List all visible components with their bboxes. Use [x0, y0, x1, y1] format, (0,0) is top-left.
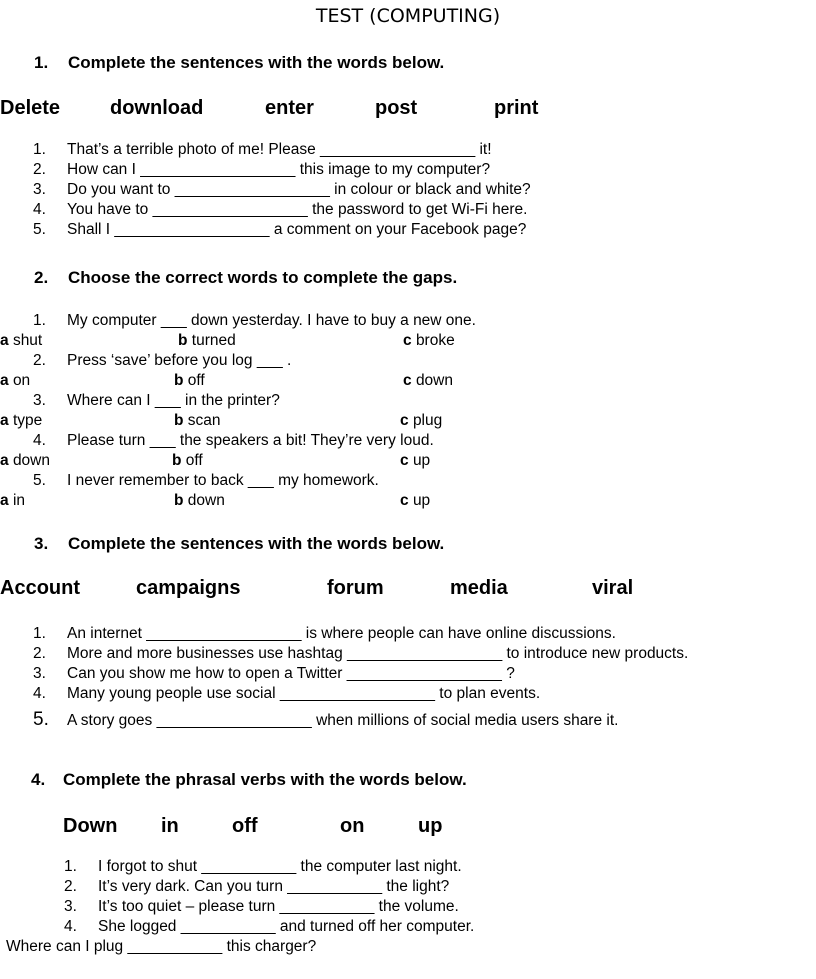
word-bank-word: campaigns [136, 577, 241, 599]
item-number: 4. [33, 201, 46, 218]
section-number: 1. [34, 53, 49, 72]
word-bank-word: on [340, 815, 365, 837]
item-text: You have to __________________ the password to get Wi-Fi here. [67, 201, 528, 218]
section-title: Complete the phrasal verbs with the words below. [63, 770, 467, 789]
item-number: 1. [33, 141, 46, 158]
item-text: How can I __________________ this image to my computer? [67, 161, 491, 178]
option-c: c broke [403, 332, 455, 349]
option-c: c plug [400, 412, 443, 429]
item-number: 4. [64, 918, 77, 935]
item-text: More and more businesses use hashtag __________________ to introduce new products. [67, 645, 689, 662]
item-text: Can you show me how to open a Twitter __________________ ? [67, 665, 515, 682]
item-text: I forgot to shut ___________ the computer last night. [98, 858, 462, 875]
item-text: It’s very dark. Can you turn ___________ the light? [98, 878, 450, 895]
word-bank-word: in [161, 815, 179, 837]
section-title: Choose the correct words to complete the gaps. [68, 268, 458, 287]
item-text: Shall I __________________ a comment on your Facebook page? [67, 221, 527, 238]
item-text: She logged ___________ and turned off her computer. [98, 918, 475, 935]
word-bank-word: enter [265, 97, 314, 119]
item-number: 3. [33, 665, 46, 682]
word-bank-word: post [375, 97, 418, 119]
item-number: 4. [33, 432, 46, 449]
item-number: 1. [64, 858, 77, 875]
item-text: My computer ___ down yesterday. I have to buy a new one. [67, 312, 476, 329]
item-number: 2. [33, 645, 46, 662]
section-number: 2. [34, 268, 49, 287]
option-c: c up [400, 452, 431, 469]
item-number: 3. [33, 392, 46, 409]
word-bank-word: forum [327, 577, 384, 599]
item-text: An internet __________________ is where people can have online discussions. [67, 625, 616, 642]
word-bank-word: viral [592, 577, 634, 599]
option-b: b off [174, 372, 205, 389]
word-bank-word: up [418, 815, 443, 837]
option-b: b scan [174, 412, 221, 429]
word-bank-word: Account [0, 577, 80, 599]
option-a: a type [0, 412, 43, 429]
item-text: Do you want to __________________ in colour or black and white? [67, 181, 531, 198]
section-number: 4. [31, 770, 46, 789]
item-number: 3. [33, 181, 46, 198]
list-item-unnumbered: Where can I plug ___________ this charger? [6, 938, 317, 955]
item-number: 4. [33, 685, 46, 702]
option-a: a in [0, 492, 26, 509]
item-number: 5. [33, 221, 46, 238]
item-text: Press ‘save’ before you log ___ . [67, 352, 292, 369]
word-bank-word: print [494, 97, 539, 119]
item-number: 1. [33, 625, 46, 642]
item-text: Many young people use social __________________ to plan events. [67, 685, 541, 702]
section-number: 3. [34, 534, 49, 553]
section-title: Complete the sentences with the words below. [68, 53, 445, 72]
item-number: 5. [33, 709, 49, 730]
item-text: Where can I ___ in the printer? [67, 392, 280, 409]
option-c: c up [400, 492, 431, 509]
option-a: a shut [0, 332, 43, 349]
word-bank-word: Delete [0, 97, 61, 119]
item-text: That’s a terrible photo of me! Please __________________ it! [67, 141, 492, 158]
option-a: a down [0, 452, 50, 469]
option-b: b down [174, 492, 225, 509]
item-number: 2. [33, 161, 46, 178]
item-number: 3. [64, 898, 77, 915]
word-bank-word: Down [63, 815, 118, 837]
section-title: Complete the sentences with the words below. [68, 534, 445, 553]
option-c: c down [403, 372, 453, 389]
item-text: Please turn ___ the speakers a bit! They’re very loud. [67, 432, 434, 449]
option-b: b off [172, 452, 203, 469]
word-bank-word: download [110, 97, 204, 119]
item-number: 2. [33, 352, 46, 369]
item-number: 5. [33, 472, 46, 489]
word-bank-word: media [450, 577, 508, 599]
page-title: TEST (COMPUTING) [315, 5, 501, 27]
item-text: It’s too quiet – please turn ___________ the volume. [98, 898, 459, 915]
item-number: 2. [64, 878, 77, 895]
word-bank-word: off [232, 815, 258, 837]
option-b: b turned [178, 332, 236, 349]
option-a: a on [0, 372, 31, 389]
item-number: 1. [33, 312, 46, 329]
item-text: A story goes __________________ when millions of social media users share it. [67, 712, 619, 729]
item-text: I never remember to back ___ my homework. [67, 472, 379, 489]
